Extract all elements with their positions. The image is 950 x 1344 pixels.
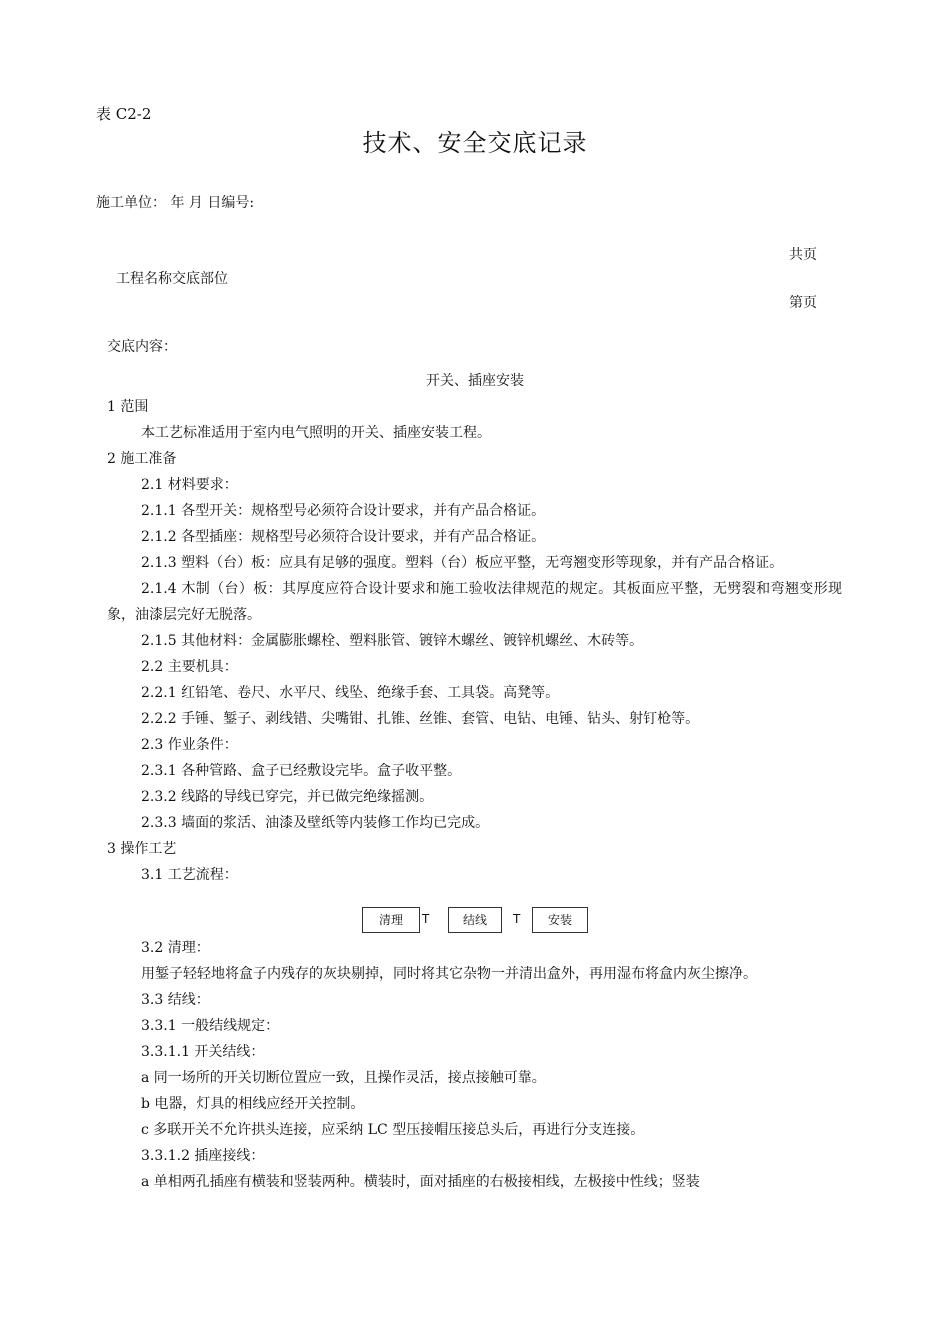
list-item: 2.1.1 各型开关：规格型号必须符合设计要求，并有产品合格证。 bbox=[141, 503, 546, 519]
list-item: 2.1.2 各型插座：规格型号必须符合设计要求，并有产品合格证。 bbox=[141, 529, 546, 545]
subheading: 3.3.1 一般结线规定： bbox=[141, 1018, 280, 1034]
project-line: 工程名称交底部位 bbox=[116, 271, 228, 287]
subheading: 3.1 工艺流程： bbox=[141, 867, 238, 883]
list-item: 2.1.4 木制（台）板：其厚度应符合设计要求和施工验收法律规范的规定。其板面应平整，无劈裂和弯翘变形现象，油漆层完好无脱落。 bbox=[107, 581, 842, 623]
pages-current: 第页 bbox=[789, 295, 817, 311]
document-title: 技术、安全交底记录 bbox=[362, 129, 588, 157]
flow-step-clean: 清理 bbox=[362, 907, 420, 933]
form-number: 表 C2-2 bbox=[96, 105, 152, 123]
content-subject: 开关、插座安装 bbox=[426, 373, 524, 389]
list-item: 2.3.3 墙面的浆活、油漆及壁纸等内装修工作均已完成。 bbox=[141, 815, 490, 831]
paragraph: 本工艺标准适用于室内电气照明的开关、插座安装工程。 bbox=[141, 425, 491, 441]
heading-2: 2 施工准备 bbox=[107, 451, 177, 467]
flow-step-install: 安装 bbox=[532, 907, 588, 933]
content-body-1 bbox=[107, 394, 842, 888]
heading-1: 1 范围 bbox=[107, 399, 149, 415]
content-body-2 bbox=[107, 935, 842, 1195]
subheading: 2.2 主要机具： bbox=[141, 659, 238, 675]
subheading: 3.3.1.1 开关结线： bbox=[141, 1044, 265, 1060]
flow-arrow: T bbox=[422, 912, 430, 926]
list-item: 2.2.1 红铅笔、卷尺、水平尺、线坠、绝缘手套、工具袋。高凳等。 bbox=[141, 685, 560, 701]
meta-line: 施工单位： 年 月 日编号: bbox=[96, 195, 255, 211]
list-item: 2.3.2 线路的导线已穿完，并已做完绝缘摇测。 bbox=[141, 789, 434, 805]
subheading: 3.3 结线： bbox=[141, 992, 210, 1008]
flow-arrow: T bbox=[513, 912, 521, 926]
list-item: c 多联开关不允许拱头连接，应采纳 LC 型压接帽压接总头后，再进行分支连接。 bbox=[141, 1122, 645, 1138]
subheading: 2.1 材料要求： bbox=[141, 477, 238, 493]
paragraph: 用錾子轻轻地将盒子内残存的灰块剔掉，同时将其它杂物一并清出盒外，再用湿布将盒内灰尘擦净。 bbox=[141, 966, 757, 982]
list-item: b 电器，灯具的相线应经开关控制。 bbox=[141, 1096, 365, 1112]
list-item: a 单相两孔插座有横装和竖装两种。横装时，面对插座的右极接相线，左极接中性线；竖装 bbox=[141, 1174, 700, 1190]
flow-step-wire: 结线 bbox=[448, 907, 502, 933]
list-item: a 同一场所的开关切断位置应一致，且操作灵活，接点接触可靠。 bbox=[141, 1070, 546, 1086]
content-label: 交底内容： bbox=[107, 339, 177, 355]
subheading: 3.2 清理： bbox=[141, 940, 210, 956]
subheading: 2.3 作业条件： bbox=[141, 737, 238, 753]
list-item: 2.1.3 塑料（台）板：应具有足够的强度。塑料（台）板应平整，无弯翘变形等现象，并有产品合格证。 bbox=[141, 555, 784, 571]
list-item: 2.1.5 其他材料：金属膨胀螺栓、塑料胀管、镀锌木螺丝、镀锌机螺丝、木砖等。 bbox=[141, 633, 644, 649]
pages-total: 共页 bbox=[789, 247, 817, 263]
heading-3: 3 操作工艺 bbox=[107, 841, 177, 857]
list-item: 2.2.2 手锤、錾子、剥线错、尖嘴钳、扎锥、丝锥、套管、电钻、电锤、钻头、射钉枪等。 bbox=[141, 711, 700, 727]
list-item: 2.3.1 各种管路、盒子已经敷设完毕。盒子收平整。 bbox=[141, 763, 462, 779]
subheading: 3.3.1.2 插座接线： bbox=[141, 1148, 265, 1164]
